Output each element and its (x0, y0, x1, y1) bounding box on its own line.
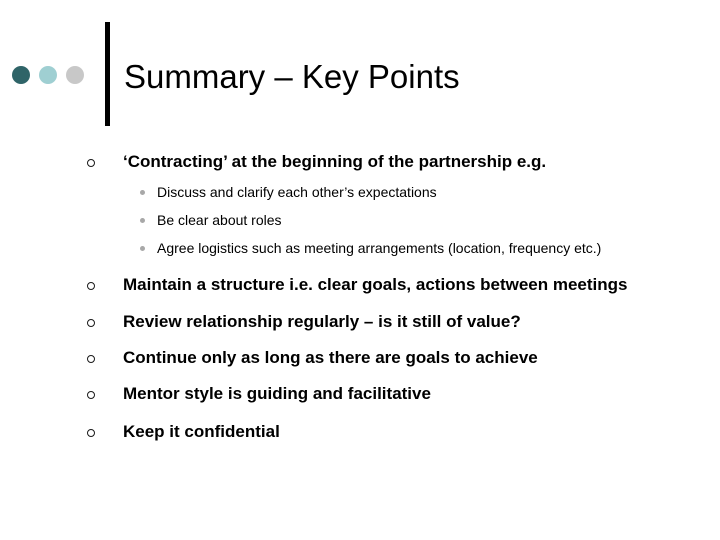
bullet-ring-icon (87, 159, 95, 167)
sub-bullet-dot-icon (140, 246, 145, 251)
bullet-ring-icon (87, 319, 95, 327)
bullet-ring-icon (87, 391, 95, 399)
sub-bullet-text: Be clear about roles (157, 212, 282, 228)
bullet-text: Mentor style is guiding and facilitative (123, 384, 431, 403)
bullet-text: Review relationship regularly – is it still of value? (123, 312, 521, 331)
sub-bullet-text: Agree logistics such as meeting arrangements (location, frequency etc.) (157, 240, 602, 256)
bullet-text: ‘Contracting’ at the beginning of the partnership e.g. (123, 152, 547, 171)
bullet-text: Keep it confidential (123, 422, 280, 441)
sub-bullet-text: Discuss and clarify each other’s expectations (157, 184, 437, 200)
bullet-ring-icon (87, 429, 95, 437)
slide-title: Summary – Key Points (124, 58, 460, 95)
bullet-text: Continue only as long as there are goals to achieve (123, 348, 538, 367)
bullet-ring-icon (87, 282, 95, 290)
sub-bullet-dot-icon (140, 218, 145, 223)
sub-bullet-dot-icon (140, 190, 145, 195)
bullet-text: Maintain a structure i.e. clear goals, actions between meetings (123, 275, 628, 294)
bullet-ring-icon (87, 355, 95, 363)
